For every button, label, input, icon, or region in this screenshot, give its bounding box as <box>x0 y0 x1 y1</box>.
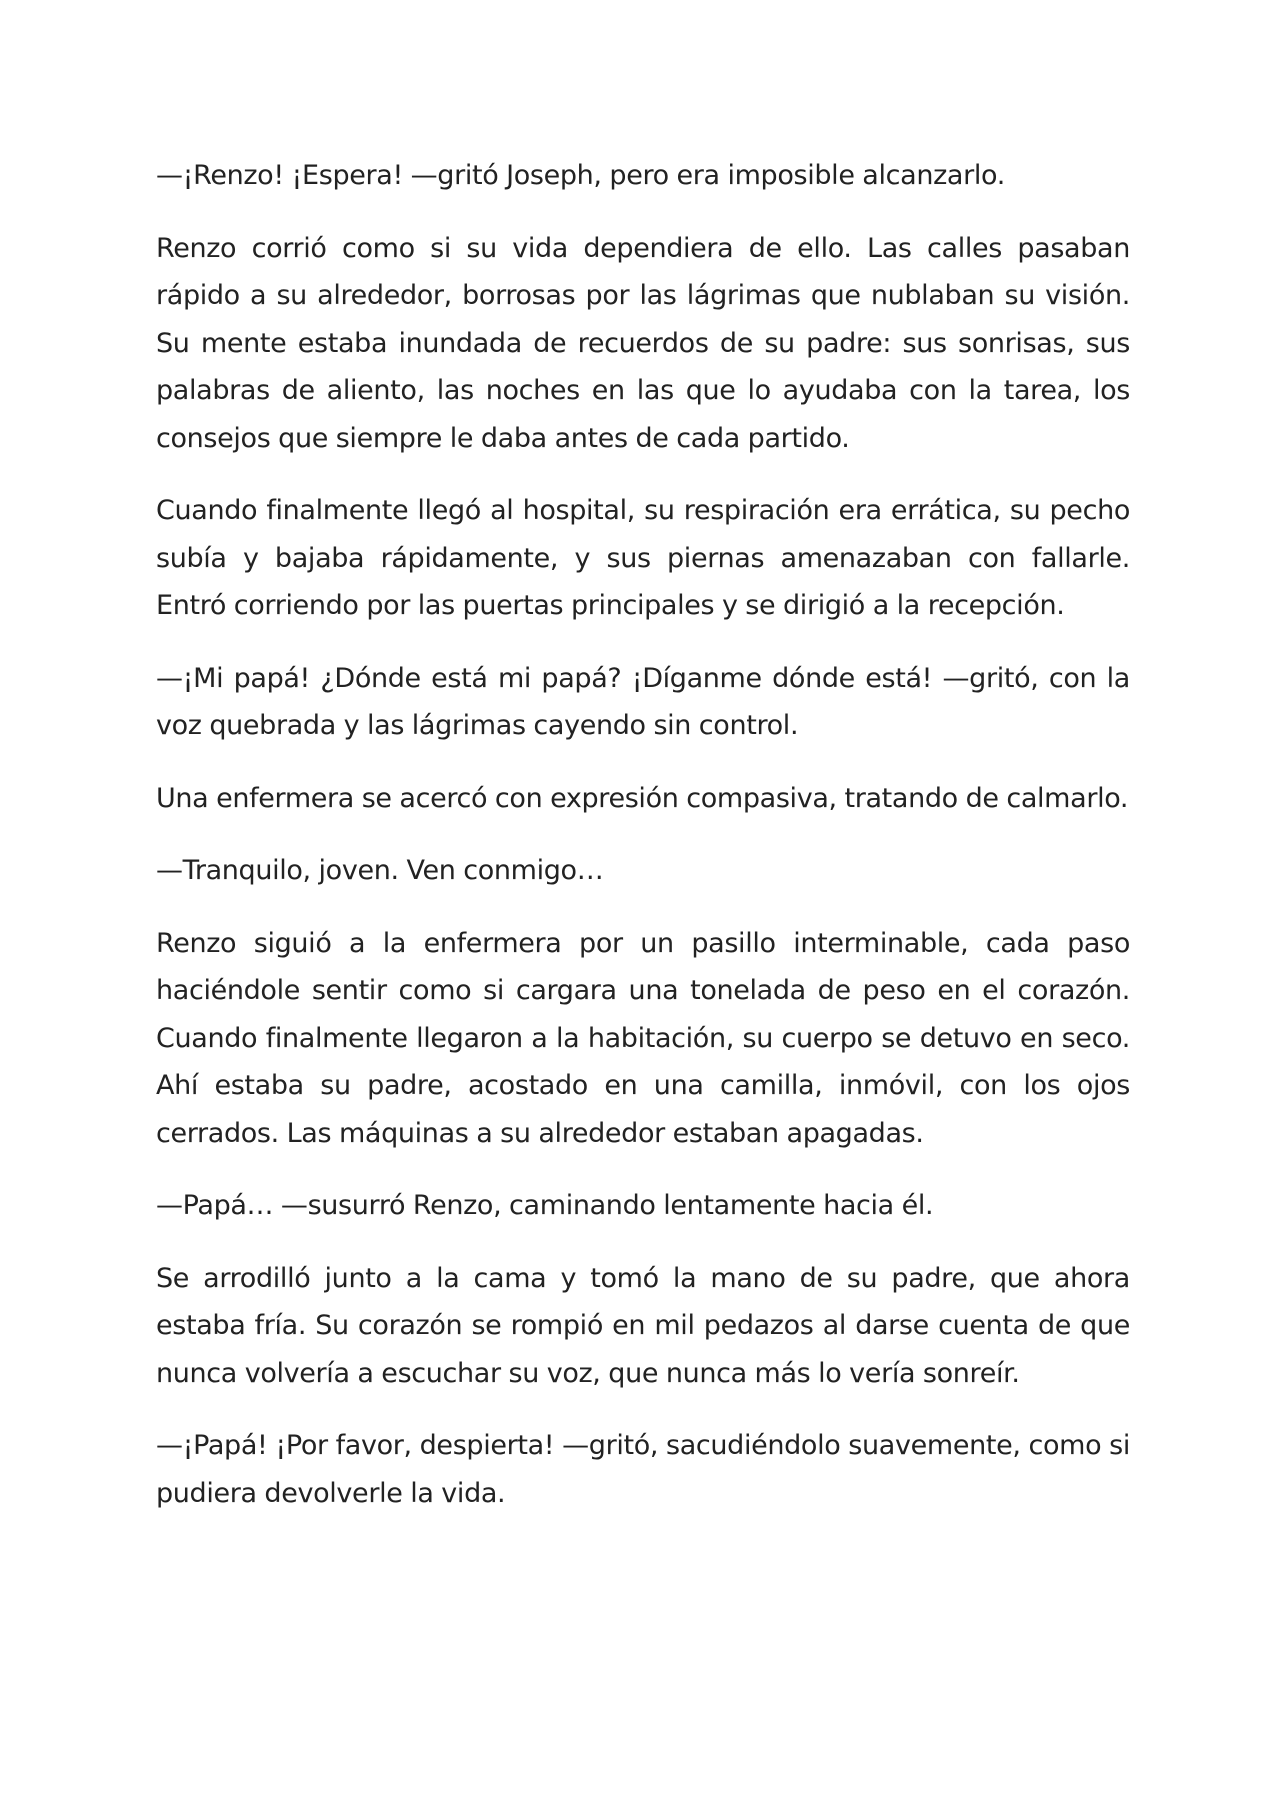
paragraph-4: —¡Mi papá! ¿Dónde está mi papá? ¡Díganme dónde está! —gritó, con la voz quebrada y las lágrimas cayendo sin control. <box>156 662 1130 741</box>
paragraph-1: —¡Renzo! ¡Espera! —gritó Joseph, pero era imposible alcanzarlo. <box>156 160 1005 191</box>
paragraph-6: —Tranquilo, joven. Ven conmigo… <box>156 855 604 886</box>
paragraph-7: Renzo siguió a la enfermera por un pasillo interminable, cada paso haciéndole sentir como si cargara una tonelada de peso en el corazón. Cuando finalmente llegaron a la habitación, su cuerpo se detuvo en seco. Ahí estaba su padre, acostado en una camilla, inmóvil, con los ojos cerrados. Las máquinas a su alrededor estaban apagadas. <box>156 927 1130 1149</box>
paragraph-10: —¡Papá! ¡Por favor, despierta! —gritó, sacudiéndolo suavemente, como si pudiera devolverle la vida. <box>156 1430 1130 1509</box>
paragraph-9: Se arrodilló junto a la cama y tomó la mano de su padre, que ahora estaba fría. Su corazón se rompió en mil pedazos al darse cuenta de que nunca volvería a escuchar su voz, que nunca más lo vería sonreír. <box>156 1262 1130 1389</box>
paragraph-5: Una enfermera se acercó con expresión compasiva, tratando de calmarlo. <box>156 782 1129 814</box>
paragraph-8: —Papá… —susurró Renzo, caminando lentamente hacia él. <box>156 1190 934 1221</box>
paragraph-3: Cuando finalmente llegó al hospital, su respiración era errática, su pecho subía y bajaba rápidamente, y sus piernas amenazaban con fallarle. Entró corriendo por las puertas principales y se dirigió a la recepción. <box>156 495 1130 621</box>
story-text <box>156 152 1130 1542</box>
paragraph-2: Renzo corrió como si su vida dependiera de ello. Las calles pasaban rápido a su alrededor, borrosas por las lágrimas que nublaban su visión. Su mente estaba inundada de recuerdos de su padre: sus sonrisas, sus palabras de aliento, las noches en las que lo ayudaba con la tarea, los consejos que siempre le daba antes de cada partido. <box>156 232 1130 454</box>
